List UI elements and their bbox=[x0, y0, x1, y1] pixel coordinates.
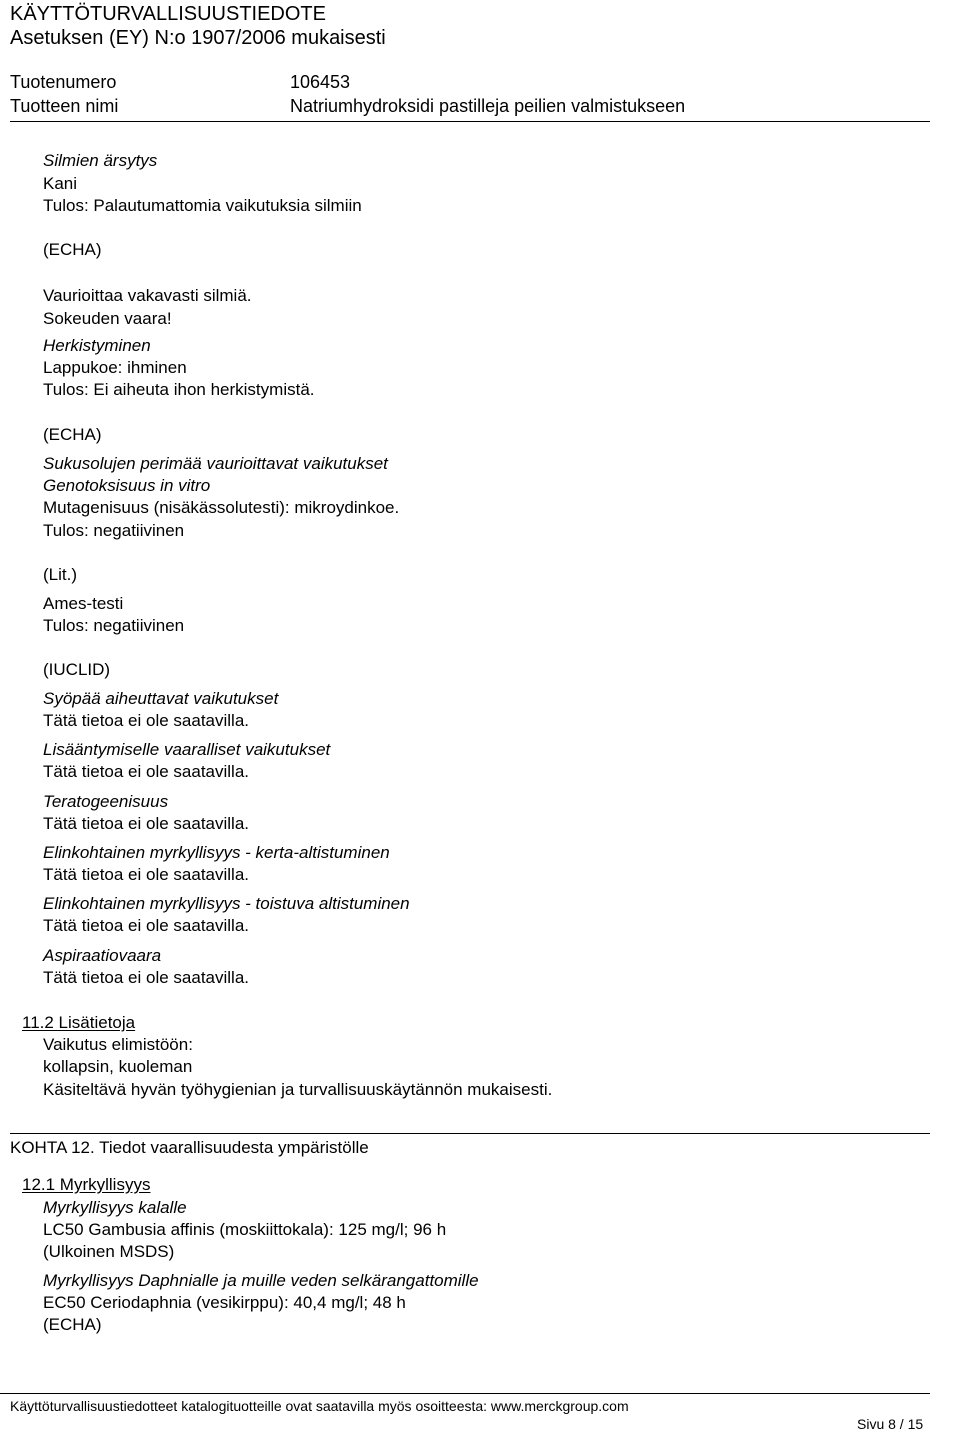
mutagen-source: (Lit.) bbox=[43, 565, 77, 584]
fish-toxicity-source: (Ulkoinen MSDS) bbox=[43, 1242, 175, 1261]
effect-label: Vaikutus elimistöön: bbox=[43, 1035, 193, 1054]
sensitisation-result: Tulos: Ei aiheuta ihon herkistymistä. bbox=[43, 380, 315, 399]
teratogenicity-heading: Teratogeenisuus bbox=[43, 792, 169, 811]
mutagen-test: Mutagenisuus (nisäkässolutesti): mikroydinkoe. bbox=[43, 498, 400, 517]
reproductive-heading: Lisääntymiselle vaaralliset vaikutukset bbox=[43, 740, 331, 759]
aspiration-heading: Aspiraatiovaara bbox=[43, 946, 162, 965]
stot-single-text: Tätä tietoa ei ole saatavilla. bbox=[43, 865, 250, 884]
product-number-label: Tuotenumero bbox=[10, 72, 117, 92]
eye-hazard-1: Vaurioittaa vakavasti silmiä. bbox=[43, 286, 252, 305]
document-title: KÄYTTÖTURVALLISUUSTIEDOTE bbox=[10, 3, 326, 25]
ames-test: Ames-testi bbox=[43, 594, 124, 613]
eye-species: Kani bbox=[43, 174, 78, 193]
daphnia-toxicity-heading: Myrkyllisyys Daphnialle ja muille veden selkärangattomille bbox=[43, 1271, 479, 1290]
stot-repeated-text: Tätä tietoa ei ole saatavilla. bbox=[43, 916, 250, 935]
product-number: 106453 bbox=[290, 72, 351, 92]
fish-toxicity-value: LC50 Gambusia affinis (moskiittokala): 125 mg/l; 96 h bbox=[43, 1220, 447, 1239]
eye-hazard-2: Sokeuden vaara! bbox=[43, 309, 172, 328]
fish-toxicity-heading: Myrkyllisyys kalalle bbox=[43, 1198, 187, 1217]
ames-result: Tulos: negatiivinen bbox=[43, 616, 185, 635]
germ-cell-heading: Sukusolujen perimää vaurioittavat vaikutukset bbox=[43, 454, 388, 473]
genotox-heading: Genotoksisuus in vitro bbox=[43, 476, 211, 495]
section-11-2-heading: 11.2 Lisätietoja bbox=[22, 1013, 136, 1032]
eye-result: Tulos: Palautumattomia vaikutuksia silmiin bbox=[43, 196, 362, 215]
product-name-label: Tuotteen nimi bbox=[10, 96, 119, 116]
carcinogenicity-heading: Syöpää aiheuttavat vaikutukset bbox=[43, 689, 279, 708]
stot-single-heading: Elinkohtainen myrkyllisyys - kerta-altistuminen bbox=[43, 843, 390, 862]
handling-note: Käsiteltävä hyvän työhygienian ja turvallisuuskäytännön mukaisesti. bbox=[43, 1080, 553, 1099]
carcinogenicity-text: Tätä tietoa ei ole saatavilla. bbox=[43, 711, 250, 730]
eye-irritation-heading: Silmien ärsytys bbox=[43, 151, 158, 170]
teratogenicity-text: Tätä tietoa ei ole saatavilla. bbox=[43, 814, 250, 833]
sensitisation-heading: Herkistyminen bbox=[43, 336, 151, 355]
product-name: Natriumhydroksidi pastilleja peilien valmistukseen bbox=[290, 96, 686, 116]
footer-note: Käyttöturvallisuustiedotteet katalogituotteille ovat saatavilla myös osoitteesta: www.merckgroup.com bbox=[10, 1398, 629, 1414]
daphnia-toxicity-source: (ECHA) bbox=[43, 1315, 102, 1334]
sensitisation-source: (ECHA) bbox=[43, 425, 102, 444]
eye-source: (ECHA) bbox=[43, 240, 102, 259]
section-12-heading: KOHTA 12. Tiedot vaarallisuudesta ympäristölle bbox=[10, 1138, 369, 1157]
header-divider bbox=[10, 121, 930, 122]
footer-divider bbox=[0, 1393, 930, 1394]
mutagen-result: Tulos: negatiivinen bbox=[43, 521, 185, 540]
ames-source: (IUCLID) bbox=[43, 660, 111, 679]
stot-repeated-heading: Elinkohtainen myrkyllisyys - toistuva altistuminen bbox=[43, 894, 410, 913]
section-12-1-heading: 12.1 Myrkyllisyys bbox=[22, 1175, 151, 1194]
regulation-line: Asetuksen (EY) N:o 1907/2006 mukaisesti bbox=[10, 27, 386, 49]
page-number: Sivu 8 / 15 bbox=[857, 1416, 924, 1432]
daphnia-toxicity-value: EC50 Ceriodaphnia (vesikirppu): 40,4 mg/l; 48 h bbox=[43, 1293, 406, 1312]
section-12-divider bbox=[10, 1133, 930, 1134]
effect-value: kollapsin, kuoleman bbox=[43, 1057, 193, 1076]
aspiration-text: Tätä tietoa ei ole saatavilla. bbox=[43, 968, 250, 987]
reproductive-text: Tätä tietoa ei ole saatavilla. bbox=[43, 762, 250, 781]
sensitisation-test: Lappukoe: ihminen bbox=[43, 358, 187, 377]
